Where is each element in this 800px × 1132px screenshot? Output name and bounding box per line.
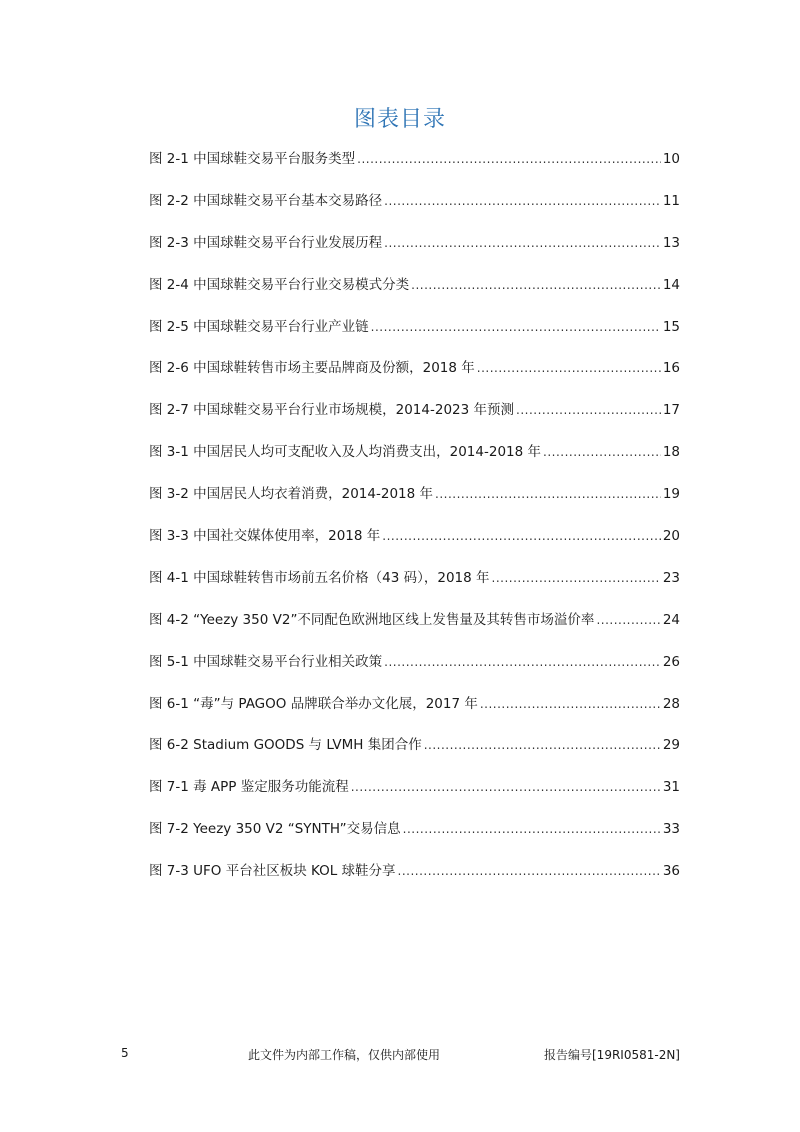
- toc-dot-leader: [516, 399, 661, 421]
- toc-dot-leader: [384, 232, 661, 254]
- toc-dot-leader: [357, 148, 661, 170]
- toc-dot-leader: [351, 776, 661, 798]
- toc-entry-page-number: 17: [662, 402, 680, 419]
- toc-entry-page-number: 16: [662, 360, 680, 377]
- toc-entry-label: 图 2-2 中国球鞋交易平台基本交易路径: [149, 192, 383, 209]
- toc-entry[interactable]: [149, 483, 680, 525]
- toc-entry-page-number: 15: [662, 318, 680, 335]
- toc-entry-label: 图 3-1 中国居民人均可支配收入及人均消费支出，2014-2018 年: [149, 444, 542, 461]
- footer-page-number: 5: [121, 1046, 129, 1060]
- toc-entry-page-number: 13: [662, 234, 680, 251]
- toc-entry-label: 图 7-1 毒 APP 鉴定服务功能流程: [149, 779, 349, 796]
- toc-dot-leader: [411, 274, 661, 296]
- toc-entry[interactable]: [149, 609, 680, 651]
- toc-dot-leader: [384, 651, 661, 673]
- toc-entry[interactable]: [149, 693, 680, 735]
- toc-entry-label: 图 2-6 中国球鞋转售市场主要品牌商及份额，2018 年: [149, 360, 475, 377]
- toc-entry-page-number: 10: [662, 151, 680, 167]
- toc-entry[interactable]: [149, 399, 680, 441]
- toc-entry-page-number: 29: [662, 737, 680, 754]
- toc-dot-leader: [480, 693, 661, 715]
- toc-entry[interactable]: [149, 274, 680, 316]
- toc-entry[interactable]: [149, 316, 680, 358]
- toc-entry-label: 图 6-1 “毒”与 PAGOO 品牌联合举办文化展，2017 年: [149, 695, 478, 712]
- toc-entry-page-number: 23: [662, 569, 680, 586]
- toc-entry-label: 图 3-2 中国居民人均衣着消费，2014-2018 年: [149, 486, 434, 503]
- toc-entry[interactable]: [149, 567, 680, 609]
- toc-dot-leader: [398, 860, 661, 882]
- toc-entry-page-number: 28: [662, 695, 680, 712]
- toc-dot-leader: [371, 316, 661, 338]
- toc-entry-page-number: 20: [662, 528, 680, 545]
- toc-dot-leader: [382, 525, 661, 547]
- figure-toc-list: [149, 148, 680, 902]
- toc-entry[interactable]: [149, 357, 680, 399]
- toc-dot-leader: [384, 190, 661, 212]
- toc-entry[interactable]: [149, 776, 680, 818]
- toc-dot-leader: [477, 357, 661, 379]
- toc-entry-label: 图 3-3 中国社交媒体使用率，2018 年: [149, 528, 381, 545]
- toc-entry-page-number: 11: [662, 192, 680, 209]
- footer-report-number: 报告编号[19RI0581-2N]: [544, 1048, 680, 1062]
- toc-entry[interactable]: [149, 818, 680, 860]
- toc-entry[interactable]: [149, 860, 680, 902]
- toc-entry[interactable]: [149, 441, 680, 483]
- toc-entry-label: 图 2-1 中国球鞋交易平台服务类型: [149, 151, 356, 167]
- toc-entry-page-number: 14: [662, 276, 680, 293]
- toc-dot-leader: [596, 609, 660, 631]
- toc-dot-leader: [424, 734, 661, 756]
- toc-entry-label: 图 4-2 “Yeezy 350 V2”不同配色欧洲地区线上发售量及其转售市场溢价率: [149, 611, 595, 628]
- toc-entry-label: 图 4-1 中国球鞋转售市场前五名价格（43 码），2018 年: [149, 569, 490, 586]
- toc-entry[interactable]: [149, 190, 680, 232]
- toc-entry-label: 图 7-2 Yeezy 350 V2 “SYNTH”交易信息: [149, 821, 401, 838]
- page-title: 图表目录: [353, 107, 446, 132]
- toc-entry-label: 图 2-5 中国球鞋交易平台行业产业链: [149, 318, 369, 335]
- toc-entry-page-number: 36: [662, 863, 680, 880]
- toc-dot-leader: [435, 483, 661, 505]
- toc-entry-label: 图 2-3 中国球鞋交易平台行业发展历程: [149, 234, 383, 251]
- page-footer: [0, 1046, 800, 1066]
- toc-entry-page-number: 26: [662, 653, 680, 670]
- toc-entry-label: 图 6-2 Stadium GOODS 与 LVMH 集团合作: [149, 737, 422, 754]
- toc-entry-page-number: 24: [662, 611, 680, 628]
- toc-entry[interactable]: [149, 734, 680, 776]
- toc-entry-page-number: 33: [662, 821, 680, 838]
- toc-dot-leader: [492, 567, 661, 589]
- toc-entry-label: 图 2-4 中国球鞋交易平台行业交易模式分类: [149, 276, 410, 293]
- toc-entry[interactable]: [149, 232, 680, 274]
- toc-entry[interactable]: [149, 148, 680, 190]
- toc-entry[interactable]: [149, 525, 680, 567]
- toc-entry-page-number: 18: [662, 444, 680, 461]
- toc-entry[interactable]: [149, 651, 680, 693]
- toc-entry-page-number: 31: [662, 779, 680, 796]
- toc-dot-leader: [543, 441, 661, 463]
- toc-entry-label: 图 2-7 中国球鞋交易平台行业市场规模，2014-2023 年预测: [149, 402, 515, 419]
- toc-entry-page-number: 19: [662, 486, 680, 503]
- footer-notice: 此文件为内部工作稿，仅供内部使用: [247, 1048, 440, 1062]
- toc-entry-label: 图 5-1 中国球鞋交易平台行业相关政策: [149, 653, 383, 670]
- toc-dot-leader: [403, 818, 661, 840]
- toc-entry-label: 图 7-3 UFO 平台社区板块 KOL 球鞋分享: [149, 863, 396, 880]
